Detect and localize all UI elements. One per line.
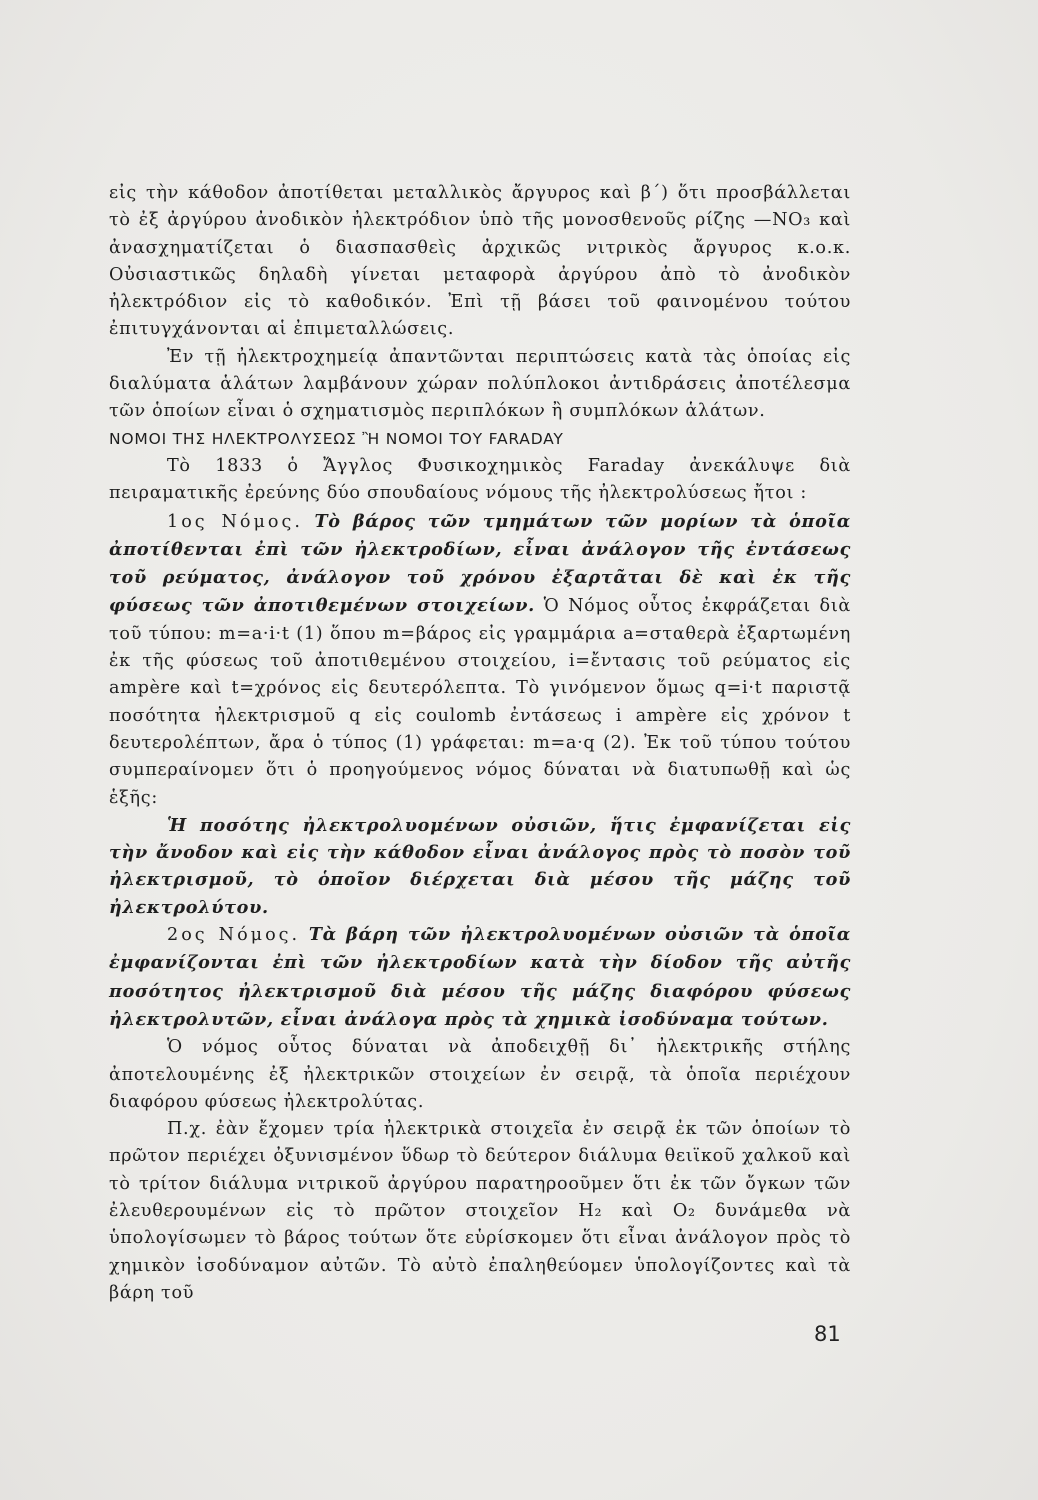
paragraph-proof: Ὁ νόμος οὗτος δύναται νὰ ἀποδειχθῇ δι᾽ ἠλεκτρικῆς στήλης ἀποτελουμένης ἐξ ἠλεκτρικῶν στοιχείων ἐν σειρᾷ, τὰ ὁποῖα περιέχουν διαφόρου φύσεως ἠλεκτρολύτας. [109,1037,851,1112]
paragraph-complex-salts: Ἐν τῇ ἠλεκτροχημείᾳ ἀπαντῶνται περιπτώσεις κατὰ τὰς ὁποίας εἰς διαλύματα ἁλάτων λαμβάνουν χώραν πολύπλοκοι ἀντιδράσεις ἀποτέλεσμα τῶν ὁποίων εἶναι ὁ σχηματισμὸς περιπλόκων ἢ συμπλόκων ἁλάτων. [109,346,851,422]
section-heading: ΝΟΜΟΙ ΤΗΣ ΗΛΕΚΤΡΟΛΥΣΕΩΣ Ἢ ΝΟΜΟΙ ΤΟΥ FARADAY [109,429,564,448]
body-text [109,180,851,1307]
paragraph-second-law [109,921,851,1034]
paragraph-faraday-intro: Τὸ 1833 ὁ Ἄγγλος Φυσικοχημικὸς Faraday ἀνεκάλυψε διὰ πειραματικῆς ἐρεύνης δύο σπουδαίους νόμους τῆς ἠλεκτρολύσεως ἤτοι : [109,455,851,504]
paragraph-first-law [109,508,851,812]
paragraph-continuation: εἰς τὴν κάθοδον ἀποτίθεται μεταλλικὸς ἄργυρος καὶ β΄) ὅτι προσβάλλεται τὸ ἐξ ἀργύρου ἀνοδικὸν ἠλεκτρόδιον ὑπὸ τῆς μονοσθενοῦς ρίζης —NO₃ καὶ ἀνασχηματίζεται ὁ διασπασθεὶς ἀρχικῶς νιτρικὸς ἄργυρος κ.ο.κ. Οὐσιαστικῶς δηλαδὴ γίνεται μεταφορὰ ἀργύρου ἀπὸ τὸ ἀνοδικὸν ἠλεκτρόδιον εἰς τὸ καθοδικόν. Ἐπὶ τῇ βάσει τοῦ φαινομένου τούτου ἐπιτυγχάνονται αἱ ἐπιμεταλλώσεις. [109,183,851,340]
first-law-formula-text: Ὁ Νόμος οὗτος ἐκφράζεται διὰ τοῦ τύπου: m=a·i·t (1) ὅπου m=βάρος εἰς γραμμάρια a=σταθερὰ ἐξαρτωμένη ἐκ τῆς φύσεως τοῦ ἀποτιθεμένου στοιχείου, i=ἔντασις τοῦ ρεύματος εἰς ampère καὶ t=χρόνος εἰς δευτερόλεπτα. Τὸ γινόμενον ὅμως q=i·t παριστᾷ ποσότητα ἠλεκτρισμοῦ q εἰς coulomb ἐντάσεως i ampère εἰς χρόνον t δευτερολέπτων, ἄρα ὁ τύπος (1) γράφεται: m=a·q (2). Ἐκ τοῦ τύπου τούτου συμπεραίνομεν ὅτι ὁ προηγούμενος νόμος δύναται νὰ διατυπωθῇ καὶ ὡς ἑξῆς: [109,596,851,808]
second-law-statement: Τὰ βάρη τῶν ἠλεκτρολυομένων οὐσιῶν τὰ ὁποῖα ἐμφανίζονται ἐπὶ τῶν ἠλεκτροδίων κατὰ τὴν δίοδον τῆς αὐτῆς ποσότητος ἠλεκτρισμοῦ διὰ μέσου τῆς μάζης διαφόρου φύσεως ἠλεκτρολυτῶν, εἶναι ἀνάλογα πρὸς τὰ χημικὰ ἰσοδύναμα τούτων. [109,924,851,1030]
page-number: 81 [814,1322,841,1346]
second-law-label: 2ος Νόμος. [167,925,301,946]
first-law-statement: Τὸ βάρος τῶν τμημάτων τῶν μορίων τὰ ὁποῖα ἀποτίθενται ἐπὶ τῶν ἠλεκτροδίων, εἶναι ἀνάλογον τῆς ἐντάσεως τοῦ ρεύματος, ἀνάλογον τοῦ χρόνου ἐξαρτᾶται δὲ καὶ ἐκ τῆς φύσεως τῶν ἀποτιθεμένων στοιχείων. [109,510,851,617]
first-law-restated: Ἡ ποσότης ἠλεκτρολυομένων οὐσιῶν, ἥτις ἐμφανίζεται εἰς τὴν ἄνοδον καὶ εἰς τὴν κάθοδον εἶναι ἀνάλογος πρὸς τὸ ποσὸν τοῦ ἠλεκτρισμοῦ, τὸ ὁποῖον διέρχεται διὰ μέσου τῆς μάζης τοῦ ἠλεκτρολύτου. [109,814,851,918]
first-law-label: 1ος Νόμος. [167,511,303,532]
paragraph-example: Π.χ. ἐὰν ἔχομεν τρία ἠλεκτρικὰ στοιχεῖα ἐν σειρᾷ ἐκ τῶν ὁποίων τὸ πρῶτον περιέχει ὀξυνισμένον ὕδωρ τὸ δεύτερον διάλυμα θειϊκοῦ χαλκοῦ καὶ τὸ τρίτον διάλυμα νιτρικοῦ ἀργύρου παρατηροοῦμεν ὅτι ἐκ τῶν ὄγκων τῶν ἐλευθερουμένων εἰς τὸ πρῶτον στοιχεῖον H₂ καὶ O₂ δυνάμεθα νὰ ὑπολογίσωμεν τὸ βάρος τούτων ὅτε εὑρίσκομεν ὅτι εἶναι ἀνάλογον πρὸς τὸ χημικὸν ἰσοδύναμον αὐτῶν. Τὸ αὐτὸ ἐπαληθεύομεν ὑπολογίζοντες καὶ τὰ βάρη τοῦ [109,1119,851,1303]
